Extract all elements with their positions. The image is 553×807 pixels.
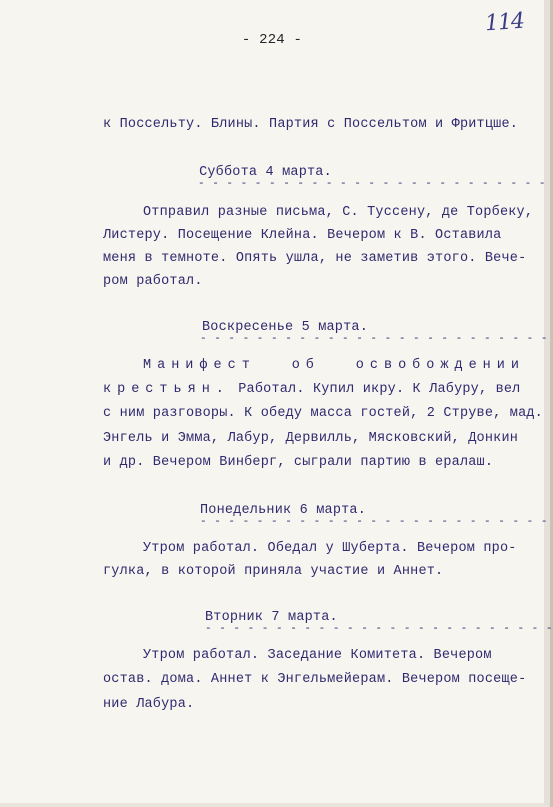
paragraph-saturday-line-1: Отправил разные письма, С. Туссену, де Торбеку, [143, 205, 534, 220]
heading-tuesday-underline: - - - - - - - - - - - - - - - - - - - - - - - - - [205, 623, 553, 635]
paragraph-saturday-line-3: меня в темноте. Опять ушла, не заметив этого. Вече- [103, 251, 527, 266]
paragraph-saturday-line-4: ром работал. [103, 274, 203, 289]
paragraph-monday-line-1: Утром работал. Обедал у Шуберта. Вечером про- [143, 541, 517, 556]
archive-folio-number: 114 [484, 8, 525, 37]
paragraph-tuesday-line-3: ние Лабура. [103, 697, 195, 712]
paragraph-sunday-line-3: с ним разговоры. К обеду масса гостей, 2 Струве, мад. [103, 406, 543, 421]
intro-line: к Посcельту. Блины. Партия с Посcельтом и Фритцше. [103, 117, 519, 132]
heading-monday [200, 503, 548, 528]
heading-sunday [200, 320, 548, 345]
paragraph-sunday-line-2-rest: Работал. Купил икру. К Лабуру, вел [238, 382, 521, 397]
paragraph-tuesday-line-2: остав. дома. Аннет к Энгельмейерам. Вечером посеще- [103, 672, 527, 687]
paragraph-sunday-line-2 [103, 382, 520, 397]
peasants-word: крестьян. [103, 382, 230, 397]
paragraph-monday-line-2: гулка, в которой приняла участие и Аннет. [103, 564, 444, 579]
heading-tuesday-text: Вторник 7 марта. [205, 610, 338, 625]
page-number: - 224 - [241, 32, 303, 48]
heading-monday-underline: - - - - - - - - - - - - - - - - - - - - - - - - - [200, 516, 548, 528]
paragraph-tuesday-line-1: Утром работал. Заседание Комитета. Вечером [143, 648, 492, 663]
paragraph-sunday-line-4: Энгель и Эмма, Лабур, Дервилль, Мясковский, Донкин [103, 431, 519, 446]
paragraph-sunday-line-5: и др. Вечером Винберг, сыграли партию в ералаш. [103, 455, 494, 470]
heading-saturday [198, 165, 546, 190]
manifesto-word-2: об [291, 358, 320, 373]
heading-sunday-underline: - - - - - - - - - - - - - - - - - - - - - - - - - [200, 333, 548, 345]
heading-saturday-text: Суббота 4 марта. [199, 165, 332, 180]
heading-monday-text: Понедельник 6 марта. [200, 503, 367, 518]
manifesto-word-1: Манифест [143, 358, 256, 373]
manifesto-word-3: освобождении [355, 358, 525, 373]
paragraph-sunday-line-1 [143, 358, 525, 373]
heading-tuesday [205, 610, 553, 635]
paragraph-saturday-line-2: Листеру. Посещение Клейна. Вечером к В. Оставила [103, 228, 502, 243]
heading-saturday-underline: - - - - - - - - - - - - - - - - - - - - - - - - - [198, 178, 546, 190]
heading-sunday-text: Воскресенье 5 марта. [201, 320, 369, 335]
